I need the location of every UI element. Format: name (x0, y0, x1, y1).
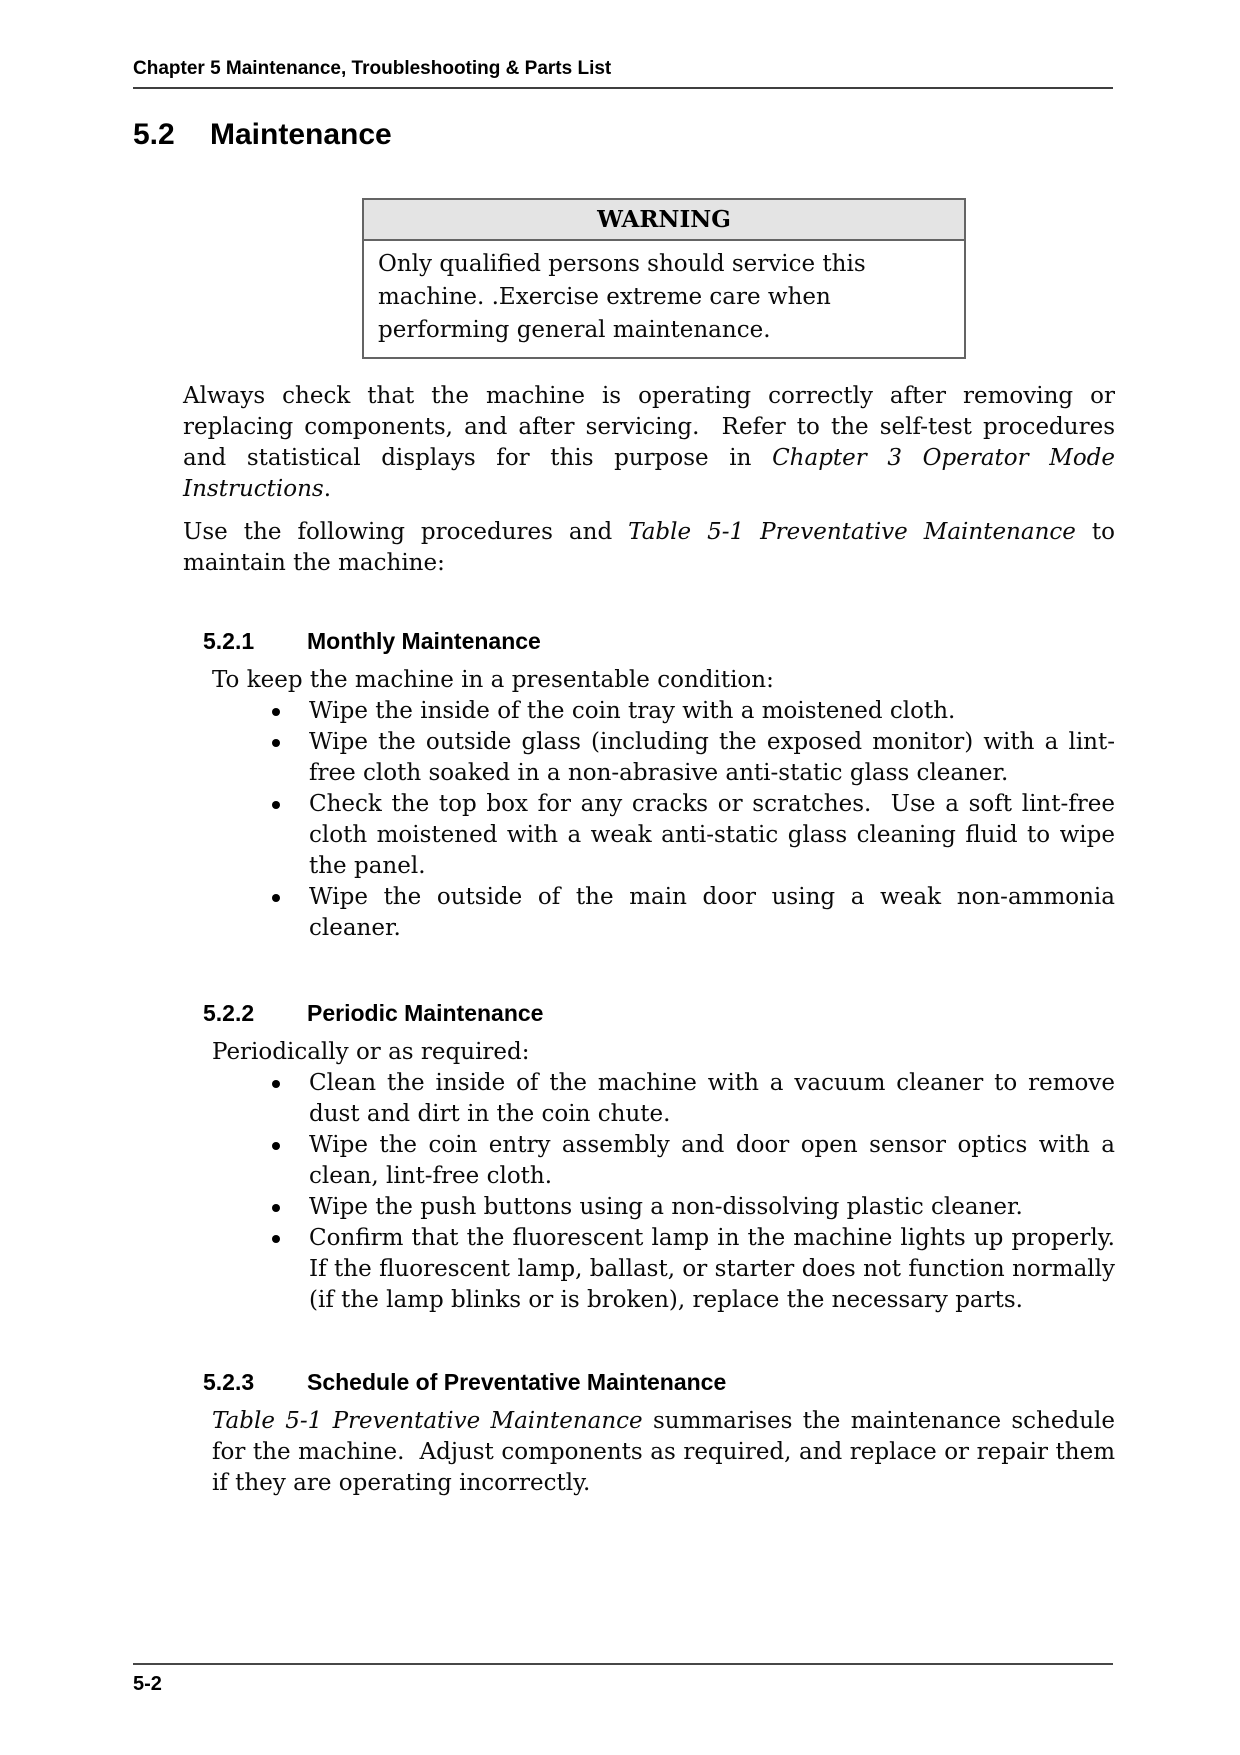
section-title: Maintenance (210, 118, 392, 151)
subsection-title: Periodic Maintenance (307, 1000, 544, 1026)
list-item (133, 1192, 1115, 1223)
intro-p1-reference: Chapter 3 Operator Mode Instructions (183, 445, 1123, 502)
chapter-header-text: Chapter 5 Maintenance, Troubleshooting & Parts List (133, 58, 612, 79)
list-item (133, 882, 1123, 944)
list-item (133, 727, 1115, 789)
list-item-text: Wipe the inside of the coin tray with a moistened cloth. (309, 698, 956, 724)
bullet-icon (272, 801, 280, 809)
page-content (133, 118, 1130, 1499)
subsection-heading-5-2-3 (133, 1368, 1115, 1396)
intro-paragraph-2 (183, 517, 1123, 579)
subsection-heading-5-2-2 (133, 999, 1115, 1027)
schedule-text: summarises the maintenance schedule for the machine. Adjust components as required, and replace or repair them if they are operating incorrectly. (212, 1408, 1123, 1496)
bullet-icon (272, 1142, 280, 1150)
bullet-list-monthly (133, 696, 1123, 944)
intro-p2-tail: to maintain the machine: (183, 519, 1123, 576)
bullet-icon (272, 894, 280, 902)
list-item (133, 1068, 1123, 1130)
subsection-heading-5-2-1 (133, 627, 1115, 655)
warning-box-title: WARNING (364, 200, 964, 241)
intro-p2-text: Use the following procedures and (183, 519, 629, 545)
bullet-icon (272, 1080, 280, 1088)
subsection-title: Monthly Maintenance (307, 628, 541, 654)
bullet-icon (272, 708, 280, 716)
list-item (133, 1130, 1123, 1192)
intro-paragraph-1 (183, 381, 1123, 505)
list-item-text: Wipe the push buttons using a non-dissolving plastic cleaner. (309, 1194, 1023, 1220)
subsection-lead: To keep the machine in a presentable condition: (212, 667, 774, 693)
list-item-text: Wipe the outside glass (including the exposed monitor) with a lint-free cloth soaked in a non-abrasive anti-static glass cleaner. (309, 729, 1115, 786)
intro-p2-reference: Table 5-1 Preventative Maintenance (628, 519, 1076, 545)
list-item (133, 789, 1123, 882)
page-footer (133, 1663, 1113, 1696)
list-item-text: Confirm that the fluorescent lamp in the machine lights up properly. If the fluorescent lamp, ballast, or starter does not function normally (if the lamp blinks or is broken), replace the necessary parts. (309, 1225, 1130, 1313)
intro-p1-text: Always check that the machine is operating correctly after removing or replacing components, and after servicing. Refer to the self-test procedures and statistical displays for this purpose in (183, 383, 1123, 471)
subsection-number: 5.2.3 (203, 1369, 255, 1395)
bullet-icon (272, 1235, 280, 1243)
bullet-icon (272, 739, 280, 747)
section-heading-5-2 (133, 118, 1115, 152)
subsection-number: 5.2.1 (203, 628, 255, 654)
warning-box-body: Only qualified persons should service this machine. .Exercise extreme care when performing general maintenance. (378, 251, 873, 343)
list-item (133, 696, 1115, 727)
schedule-paragraph (212, 1406, 1123, 1499)
subsection-number: 5.2.2 (203, 1000, 255, 1026)
list-item-text: Wipe the outside of the main door using a weak non-ammonia cleaner. (309, 884, 1123, 941)
page-number: 5-2 (133, 1673, 162, 1695)
schedule-reference: Table 5-1 Preventative Maintenance (212, 1408, 643, 1434)
subsection-title: Schedule of Preventative Maintenance (307, 1369, 727, 1395)
page-header (133, 58, 1113, 89)
list-item-text: Wipe the coin entry assembly and door open sensor optics with a clean, lint-free cloth. (309, 1132, 1123, 1189)
section-number: 5.2 (133, 118, 175, 151)
list-item-text: Check the top box for any cracks or scratches. Use a soft lint-free cloth moistened with a weak anti-static glass cleaning fluid to wipe the panel. (309, 791, 1123, 879)
subsection-lead: Periodically or as required: (212, 1039, 530, 1065)
intro-p1-period: . (323, 476, 332, 502)
warning-box (362, 198, 966, 359)
bullet-icon (272, 1204, 280, 1212)
list-item (133, 1223, 1130, 1316)
list-item-text: Clean the inside of the machine with a vacuum cleaner to remove dust and dirt in the coin chute. (309, 1070, 1123, 1127)
bullet-list-periodic (133, 1068, 1130, 1316)
